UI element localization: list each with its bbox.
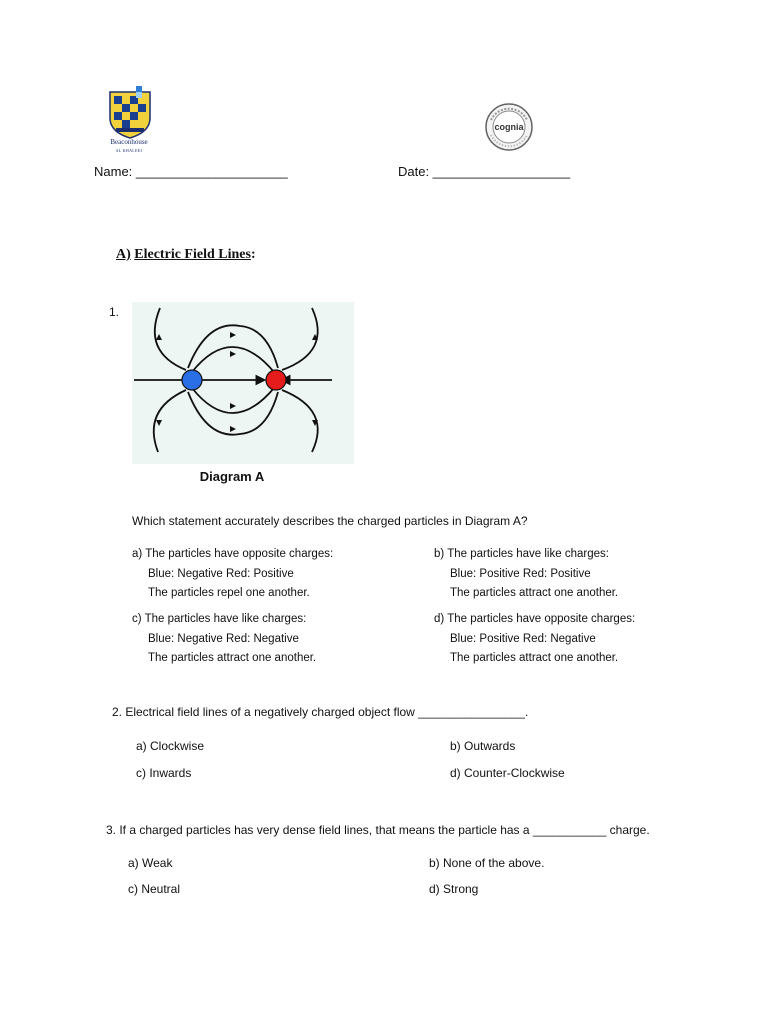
q1-option-c[interactable] (132, 610, 316, 669)
q1-option-d-line2: Blue: Positive Red: Negative (450, 632, 596, 645)
q3-option-d[interactable]: d) Strong (429, 882, 479, 896)
q1-option-a-line3: The particles repel one another. (148, 587, 310, 599)
q1-option-b[interactable] (434, 545, 618, 604)
q1-option-a-line1: a) The particles have opposite charges: (132, 548, 334, 560)
field-line-loop-lower-right (282, 390, 318, 452)
diagram-a-figure (132, 302, 354, 464)
q3-option-a[interactable]: a) Weak (128, 856, 173, 870)
field-line-arc-lower-inner (192, 388, 274, 413)
section-heading: Electric Field Lines (134, 247, 251, 262)
svg-text:cognia: cognia (494, 122, 524, 132)
blue-charge (182, 370, 202, 390)
question-1-number: 1. (109, 305, 120, 319)
q3-option-b[interactable]: b) None of the above. (429, 856, 545, 870)
q1-option-c-line1: c) The particles have like charges: (132, 613, 307, 625)
q1-option-c-line3: The particles attract one another. (148, 652, 317, 664)
field-line-arc-upper-inner (192, 347, 274, 372)
school-logo-name: Beaconhouse (110, 138, 148, 146)
q2-option-a[interactable]: a) Clockwise (136, 739, 205, 753)
name-field: Name: _____________________ (94, 164, 288, 179)
q2-option-b[interactable]: b) Outwards (450, 739, 516, 753)
field-lines-diagram (132, 302, 354, 464)
question-2-stem: 2. Electrical field lines of a negatively charged object flow ________________. (112, 705, 529, 719)
section-colon: : (250, 247, 256, 262)
q1-option-a-line2: Blue: Negative Red: Positive (148, 567, 294, 580)
section-title (116, 247, 256, 263)
q1-option-b-line1: b) The particles have like charges: (434, 548, 609, 560)
cognia-accreditation-seal (483, 102, 535, 152)
date-field: Date: ___________________ (398, 164, 571, 179)
q2-option-d[interactable]: d) Counter-Clockwise (450, 766, 565, 780)
q1-option-c-line2: Blue: Negative Red: Negative (148, 632, 299, 645)
q1-option-b-line2: Blue: Positive Red: Positive (450, 567, 591, 580)
diagram-caption: Diagram A (199, 469, 265, 484)
q1-option-a[interactable] (132, 545, 333, 604)
q1-option-d-line1: d) The particles have opposite charges: (434, 613, 636, 625)
q3-option-c[interactable]: c) Neutral (128, 882, 181, 896)
section-letter: A) (116, 247, 131, 262)
question-3-stem: 3. If a charged particles has very dense field lines, that means the particle has a ___________ charge. (106, 823, 650, 837)
q1-option-d-line3: The particles attract one another. (450, 652, 619, 664)
question-1-stem: Which statement accurately describes the charged particles in Diagram A? (132, 514, 528, 528)
school-logo-subtitle: AL KHALEEJ (115, 148, 143, 153)
q1-option-b-line3: The particles attract one another. (450, 587, 619, 599)
red-charge (266, 370, 286, 390)
q1-option-d[interactable] (434, 610, 635, 669)
q2-option-c[interactable]: c) Inwards (136, 766, 192, 780)
field-line-loop-upper-right (282, 308, 318, 370)
